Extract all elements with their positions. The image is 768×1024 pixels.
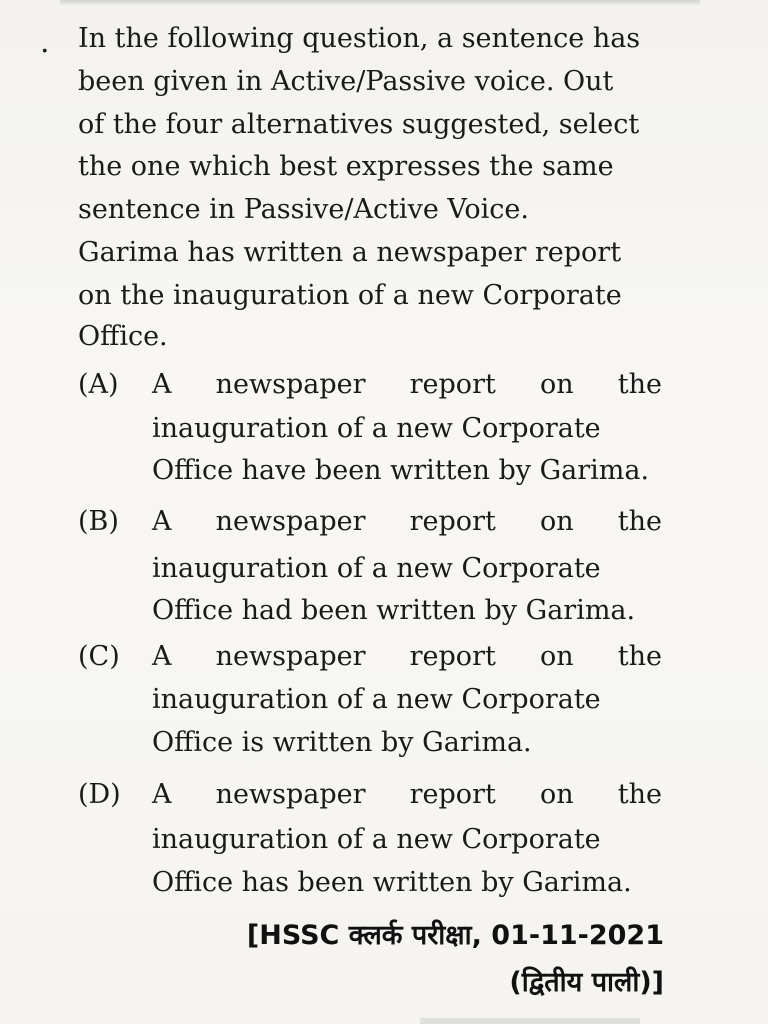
option-d-line: Office has been written by Garima. (152, 867, 632, 898)
option-b-line: inauguration of a new Corporate (152, 553, 601, 584)
option-a-first-line (152, 368, 662, 402)
option-d-label: (D) (78, 779, 121, 810)
question-line: of the four alternatives suggested, select (78, 109, 640, 140)
page-bottom-shadow (420, 1018, 640, 1024)
option-d-line: inauguration of a new Corporate (152, 824, 601, 855)
option-word: newspaper (215, 641, 366, 672)
option-word: A (152, 506, 172, 537)
question-line: sentence in Passive/Active Voice. (78, 194, 529, 225)
question-bullet: . (40, 25, 50, 60)
question-sentence-line: Garima has written a newspaper report (78, 237, 622, 268)
option-b-first-line (152, 505, 662, 539)
option-word: on (539, 779, 574, 810)
option-a-line: inauguration of a new Corporate (152, 413, 601, 444)
option-c-line: inauguration of a new Corporate (152, 684, 601, 715)
option-word: the (617, 779, 662, 810)
option-a-line: Office have been written by Garima. (152, 455, 650, 486)
option-word: A (152, 779, 172, 810)
option-word: on (539, 369, 574, 400)
option-word: the (617, 369, 662, 400)
option-b-line: Office had been written by Garima. (152, 595, 636, 626)
question-sentence-line: on the inauguration of a new Corporate (78, 280, 622, 311)
option-word: newspaper (215, 506, 366, 537)
question-sentence-line: Office. (78, 321, 168, 352)
option-word: the (617, 641, 662, 672)
option-word: A (152, 369, 172, 400)
option-word: on (539, 641, 574, 672)
question-line: been given in Active/Passive voice. Out (78, 66, 614, 97)
option-word: report (409, 506, 496, 537)
option-word: report (409, 779, 496, 810)
option-word: newspaper (215, 779, 366, 810)
option-c-first-line (152, 640, 662, 674)
page-top-shadow (60, 0, 700, 6)
option-word: the (617, 506, 662, 537)
option-word: on (539, 506, 574, 537)
exam-source-line-2: (द्वितीय पाली)] (509, 967, 664, 998)
option-b-label: (B) (78, 506, 119, 537)
option-a-label: (A) (78, 369, 119, 400)
option-word: A (152, 641, 172, 672)
option-c-label: (C) (78, 641, 120, 672)
option-d-first-line (152, 778, 662, 812)
option-c-line: Office is written by Garima. (152, 727, 532, 758)
option-word: newspaper (215, 369, 366, 400)
option-word: report (409, 369, 496, 400)
exam-source-line-1: [HSSC क्लर्क परीक्षा, 01-11-2021 (246, 920, 664, 951)
question-line: the one which best expresses the same (78, 151, 614, 182)
question-line: In the following question, a sentence has (78, 23, 641, 54)
option-word: report (409, 641, 496, 672)
